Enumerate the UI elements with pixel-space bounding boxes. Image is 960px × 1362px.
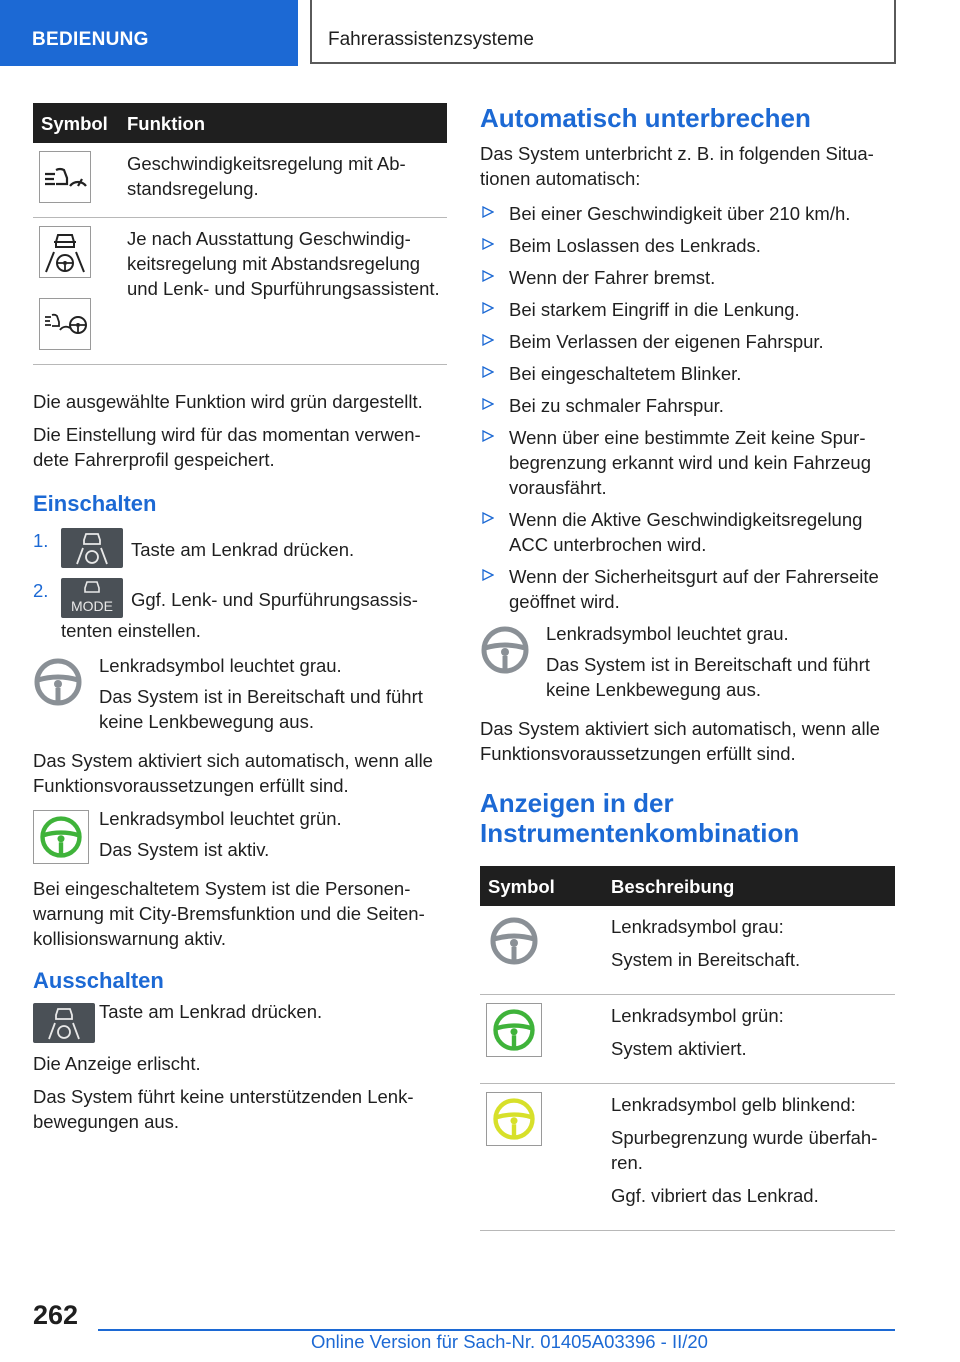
note-ausschalten (33, 999, 447, 1043)
table-header-function: Funktion (127, 103, 447, 143)
bullet-text: Wenn der Sicherheitsgurt auf der Fahrerseite geöffnet wird. (509, 566, 879, 612)
steering-wheel-green-icon (33, 810, 89, 864)
mode-button-icon (61, 578, 123, 618)
list-item (33, 528, 447, 568)
bullet-list (480, 201, 895, 614)
function-table (33, 103, 447, 365)
paragraph: Das System aktiviert sich automatisch, wenn alle Funktionsvoraussetzungen erfüllt sind. (33, 750, 433, 796)
note-text: Das System ist in Bereitschaft und führt keine Lenkbewegung aus. (546, 654, 870, 700)
paragraph: Die Einstellung wird für das momentan verwendete Fahrerprofil gespeichert. (33, 424, 421, 470)
note-text: Das System ist aktiv. (99, 839, 270, 860)
table-cell-text: Lenkradsymbol gelb blinkend: (611, 1094, 856, 1115)
section-title: BEDIENUNG (0, 0, 298, 66)
table-row (480, 1084, 895, 1231)
list-item (480, 201, 895, 226)
heading-anzeigen: Anzeigen in der Instrumentenkombination (480, 788, 800, 848)
list-item (480, 233, 895, 258)
paragraph: Bei eingeschaltetem System ist die Personenwarnung mit City-Bremsfunktion und die Seitenkollisionswarnung aktiv. (33, 878, 425, 949)
table-row (33, 218, 447, 365)
note-grey (33, 653, 447, 740)
heading-ausschalten: Ausschalten (33, 968, 164, 993)
list-item (480, 507, 895, 557)
triangle-bullet-icon (482, 430, 494, 442)
page-number: 262 (33, 1300, 79, 1330)
triangle-bullet-icon (482, 270, 494, 282)
display-table (480, 866, 895, 1231)
table-cell: Geschwindigkeitsregelung mit Abstandsregelung. (127, 143, 447, 218)
note-text: Lenkradsymbol leuchtet grün. (99, 808, 342, 829)
table-cell-text: System aktiviert. (611, 1038, 747, 1059)
table-cell: Je nach Ausstattung Geschwindigkeitsregelung mit Abstandsregelung und Lenk- und Spurführungsassistent. (127, 218, 447, 365)
page-header (0, 0, 960, 66)
steps-list (33, 528, 447, 643)
paragraph: Die Anzeige erlischt. (33, 1053, 201, 1074)
heading-automatisch-unterbrechen: Automatisch unterbrechen (480, 103, 811, 133)
note-grey (480, 621, 895, 708)
steering-wheel-green-icon (486, 1003, 542, 1057)
footer-link[interactable]: Online Version für Sach-Nr. 01405A03396 - II/20 (311, 1331, 708, 1352)
table-cell-text: Spurbegrenzung wurde überfahren. (611, 1127, 878, 1173)
triangle-bullet-icon (482, 206, 494, 218)
paragraph: Die ausgewählte Funktion wird grün dargestellt. (33, 391, 423, 412)
list-item (480, 425, 895, 500)
heading-einschalten: Einschalten (33, 491, 157, 516)
table-header-symbol: Symbol (33, 103, 127, 143)
bullet-text: Bei eingeschaltetem Blinker. (509, 363, 742, 384)
note-text: Lenkradsymbol leuchtet grau. (99, 655, 342, 676)
triangle-bullet-icon (482, 366, 494, 378)
note-text: Lenkradsymbol leuchtet grau. (546, 623, 789, 644)
acc-distance-icon (39, 151, 91, 203)
lane-assist-button-icon (33, 1003, 95, 1043)
bullet-text: Bei starkem Eingriff in die Lenkung. (509, 299, 800, 320)
table-row (33, 143, 447, 218)
bullet-text: Beim Verlassen der eigenen Fahrspur. (509, 331, 824, 352)
table-cell-text: Lenkradsymbol grün: (611, 1005, 784, 1026)
table-cell-text: Lenkradsymbol grau: (611, 916, 784, 937)
triangle-bullet-icon (482, 569, 494, 581)
steering-wheel-grey-icon (33, 653, 99, 740)
bullet-text: Wenn über eine bestimmte Zeit keine Spurbegrenzung erkannt wird und kein Fahrzeug vorausfährt. (509, 427, 872, 498)
note-green (33, 806, 447, 868)
triangle-bullet-icon (482, 334, 494, 346)
table-header-row (33, 103, 447, 143)
triangle-bullet-icon (482, 398, 494, 410)
paragraph: Das System unterbricht z. B. in folgenden Situationen automatisch: (480, 143, 874, 189)
steering-wheel-grey-icon (480, 621, 546, 708)
step-text: Ggf. Lenk- und Spurführungsassistenten einstellen. (61, 589, 418, 641)
list-item (480, 564, 895, 614)
right-column (480, 103, 895, 1231)
table-row (480, 906, 895, 995)
steering-wheel-grey-icon (486, 914, 542, 968)
acc-steering-icon (39, 298, 91, 350)
table-header-description: Beschreibung (611, 866, 895, 906)
table-header-symbol: Symbol (480, 866, 611, 906)
paragraph: Das System aktiviert sich automatisch, wenn alle Funktionsvoraussetzungen erfüllt sind. (480, 718, 880, 764)
lane-assist-car-icon (39, 226, 91, 278)
list-item (33, 578, 447, 643)
mode-label: MODE (71, 598, 113, 614)
step-number: 1. (33, 530, 49, 551)
chapter-title: Fahrerassistenzsysteme (310, 0, 896, 64)
list-item (480, 297, 895, 322)
bullet-text: Wenn der Fahrer bremst. (509, 267, 716, 288)
triangle-bullet-icon (482, 302, 494, 314)
note-text: Das System ist in Bereitschaft und führt keine Lenkbewegung aus. (99, 686, 423, 732)
step-number: 2. (33, 580, 49, 601)
bullet-text: Bei einer Geschwindigkeit über 210 km/h. (509, 203, 851, 224)
triangle-bullet-icon (482, 512, 494, 524)
table-row (480, 995, 895, 1084)
list-item (480, 361, 895, 386)
table-header-row (480, 866, 895, 906)
note-text: Taste am Lenkrad drücken. (99, 1001, 323, 1022)
bullet-text: Beim Loslassen des Lenkrads. (509, 235, 761, 256)
left-column (33, 103, 447, 1142)
table-cell-text: Ggf. vibriert das Lenkrad. (611, 1185, 819, 1206)
bullet-text: Wenn die Aktive Geschwindigkeitsregelung ACC unterbrochen wird. (509, 509, 863, 555)
paragraph: Das System führt keine unterstützenden Lenkbewegungen aus. (33, 1086, 414, 1132)
list-item (480, 393, 895, 418)
list-item (480, 329, 895, 354)
lane-assist-button-icon (61, 528, 123, 568)
step-text: Taste am Lenkrad drücken. (131, 539, 355, 560)
table-cell-text: System in Bereitschaft. (611, 949, 801, 970)
steering-wheel-yellow-icon (486, 1092, 542, 1146)
bullet-text: Bei zu schmaler Fahrspur. (509, 395, 724, 416)
triangle-bullet-icon (482, 238, 494, 250)
list-item (480, 265, 895, 290)
